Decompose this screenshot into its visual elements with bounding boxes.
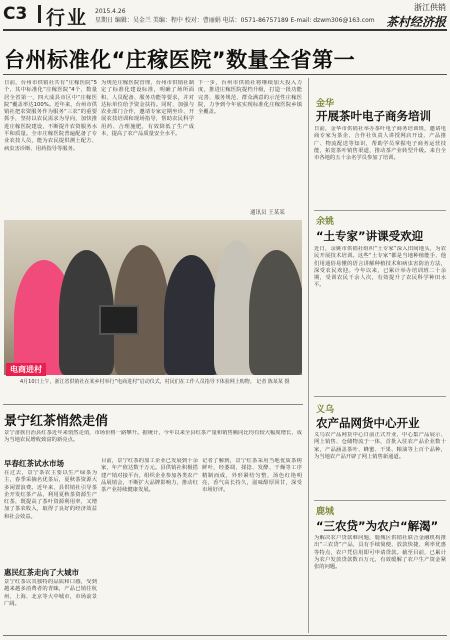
s3-title: 农产品网货中心开业 bbox=[316, 416, 420, 430]
masthead-date: 2015.4.26 bbox=[95, 8, 126, 15]
s3-rule bbox=[314, 500, 446, 501]
s3-city: 义乌 bbox=[316, 405, 335, 415]
s1-title: 开展茶叶电子商务培训 bbox=[316, 109, 431, 123]
s1-city: 金华 bbox=[316, 99, 335, 109]
s2-title: “土专家”讲课受欢迎 bbox=[316, 229, 424, 243]
photo-laptop bbox=[99, 305, 139, 335]
masthead-meta bbox=[95, 7, 375, 25]
section-name: 行业 bbox=[46, 7, 89, 29]
section-divider bbox=[38, 5, 41, 23]
photo-tag: 电商进村 bbox=[6, 363, 46, 376]
subhead-2-text: 景宁红茶以其独特的品质和口感，受到越来越多消费者的青睐，产品已销往杭州、上海、北京等大中城市，市场前景广阔。 bbox=[4, 579, 97, 607]
masthead-rule bbox=[3, 29, 447, 31]
s4-title: “三农贷”为农户“解渴” bbox=[316, 519, 439, 533]
s1-text: 日前，金华市供销社举办茶叶电子商务培训班，邀请电商专家为茶企、合作社负责人讲授网店开设、产品推广、物流配送等知识，帮助学员掌握电子商务运营技能，拓宽茶叶销售渠道，推动茶产业转型升级。来自全市各地的五十余名学员参加了培训。 bbox=[314, 126, 446, 162]
photo-caption: 4月10日上午，浙江省供销社在某乡村举行“电商进村”启动仪式，村民们在工作人员指导下体验网上购物。 记者 陈某某 摄 bbox=[20, 379, 290, 385]
second-article-headline: 景宁红茶悄然走俏 bbox=[4, 414, 109, 429]
subhead-2: 惠民红茶走向了大城市 bbox=[4, 568, 79, 577]
lead-article-col3: 下一步，台州市供销社将继续加大投入力度，推进庄稼医院提档升级，打造一批功能完善、服务规范、群众满意的示范性庄稼医院，力争到今年底实现标准化庄稼医院乡镇全覆盖。 bbox=[198, 80, 302, 116]
s3-text: 义乌农产品网货中心日前正式开业，中心集产品展示、网上销售、仓储物流于一体，首批入驻农产品企业数十家，产品涵盖茶叶、蜂蜜、干果、粮油等上百个品种，为当地农产品开辟了网上销售新通道。 bbox=[314, 432, 446, 460]
subhead-1-text: 在过去，景宁茶农主要以生产绿茶为主，春季采摘名优茶后，夏秋茶资源大多闲置浪费。近年来，县供销社引导茶企开发红茶产品，利用夏秋茶资源生产红茶，既提高了茶叶资源利用率，又增加了茶农收入，取得了良好的经济效益和社会效益。 bbox=[4, 470, 97, 520]
masthead-region: 浙江供销 bbox=[414, 3, 446, 12]
headline-rule bbox=[3, 74, 447, 75]
s1-rule bbox=[314, 210, 446, 211]
lead-article-col2: 为规范庄稼医院管理，台州市供销社制定了标准化建设标准，明确了场所面积、人员配备、服务功能等要求，并对达标单位给予资金扶持。同时，加强与农业部门合作，邀请专家定期坐诊，开展农技培训和现场指导，帮助农民科学用药、合理施肥，有效降低了生产成本，提高了农产品质量安全水平。 bbox=[101, 80, 194, 138]
bottom-rule bbox=[3, 635, 447, 636]
second-article-intro: 景宁畲族自治县红茶近年来悄然走俏，市场价格一路攀升。据统计，今年以来全县红茶产量和销售额同比均有较大幅度增长，成为当地农民增收致富的新亮点。 bbox=[4, 430, 302, 444]
second-article-right-col: 记者了解到，景宁红茶采用当地优质茶树鲜叶，经萎凋、揉捻、发酵、干燥等工序精制而成，外形紧结匀整，汤色红艳明亮，香气高长持久，滋味醇厚回甘，深受市场好评。 bbox=[202, 458, 302, 494]
s2-text: 近日，余姚市供销社组织“土专家”深入田间地头，为农民开展技术培训。这些“土专家”都是当地种植能手，他们用通俗易懂的语言讲解种植技术和病虫害防治方法，深受农民欢迎。今年以来，已累计举办培训班二十余期，受训农民千余人次，有效提升了农民科学种田水平。 bbox=[314, 246, 446, 289]
second-article-mid-col: 目前，景宁红茶的加工企业已发展到十余家，年产值达数千万元。县供销社积极搭建产销对接平台，组织企业参加各类农产品展销会，不断扩大品牌影响力，推动红茶产业持续健康发展。 bbox=[101, 458, 198, 494]
news-photo bbox=[4, 220, 302, 375]
photo-person-black bbox=[164, 255, 219, 375]
s2-rule bbox=[314, 396, 446, 397]
lead-headline: 台州标准化“庄稼医院”数量全省第一 bbox=[4, 48, 356, 72]
right-column-divider bbox=[308, 78, 309, 633]
s4-text: 为解决农户贷款难问题，鹿城区供销社联合金融机构推出“三农贷”产品，具有手续简便、放款快捷、利率优惠等特点，农户凭信用即可申请贷款。截至目前，已累计为农户发放贷款数百万元，有效缓解了农户生产资金紧张的问题。 bbox=[314, 535, 446, 571]
photo-person-grey bbox=[249, 250, 302, 375]
subhead-1: 早春红茶试水市场 bbox=[4, 459, 64, 468]
s2-city: 余姚 bbox=[316, 217, 335, 227]
lead-article-col1: 日前，台州市供销社共有“庄稼医院”5个，其中标准化“庄稼医院”4个，数量居全省第一，四大成县市区中“庄稼医院”覆盖率达100%。近年来，台州市供销社把农资服务作为服务“三农”的重要抓手，坚持以农民需求为导向，加快推进庄稼医院建设，不断提升农资服务水平和质量。全市庄稼医院普遍配备了专业农技人员，能为农民提供测土配方、病虫害诊断、用药指导等服务。 bbox=[4, 80, 97, 152]
masthead-credits: 星期日 编辑：吴金兰 美编：程中 校对：曹丽娟 电话：0571-86757189 E-mail: dzwm306@163.com bbox=[95, 17, 375, 24]
newspaper-logo: 茶村经济报 bbox=[385, 15, 446, 29]
second-article-rule bbox=[3, 404, 303, 405]
section-code: C3 bbox=[3, 4, 28, 24]
lead-byline: 通讯员 王某某 bbox=[250, 210, 285, 216]
s4-city: 鹿城 bbox=[316, 507, 335, 517]
